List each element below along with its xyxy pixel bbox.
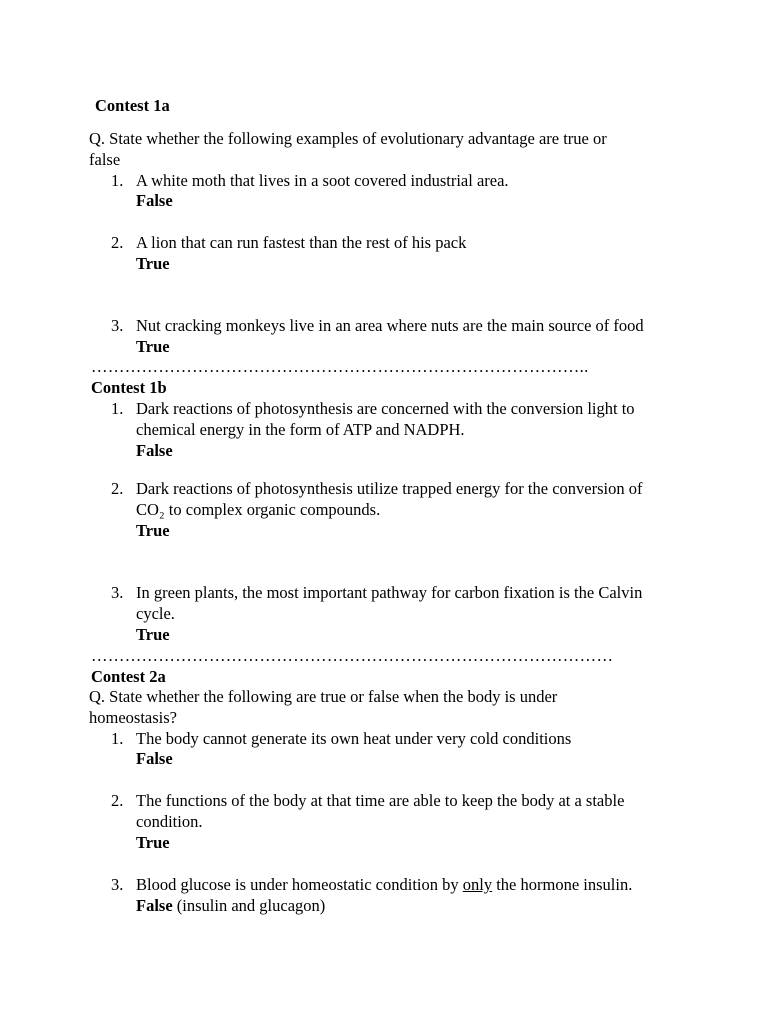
contest-1b-item-1-answer: False <box>136 441 173 460</box>
dotted-separator: ………………………………………………………………………………… <box>91 646 614 665</box>
contest-1b-item-1-line1: Dark reactions of photosynthesis are concerned with the conversion light to <box>136 399 635 418</box>
contest-1a-heading: Contest 1a <box>95 96 170 115</box>
list-item-number: 2. <box>111 791 124 810</box>
contest-2a-question-line1: Q. State whether the following are true or false when the body is under <box>89 687 558 706</box>
contest-1b-item-2-line1: Dark reactions of photosynthesis utilize trapped energy for the conversion of <box>136 479 643 498</box>
contest-1a-item-3-answer: True <box>136 337 170 356</box>
contest-2a-heading: Contest 2a <box>91 667 166 686</box>
contest-2a-item-3-text-post: the hormone insulin. <box>492 875 633 894</box>
contest-2a-item-3-answer-note: (insulin and glucagon) <box>172 896 326 915</box>
contest-1a-item-3-text: Nut cracking monkeys live in an area where nuts are the main source of food <box>136 316 644 335</box>
contest-1b-item-1-line2: chemical energy in the form of ATP and NADPH. <box>136 420 465 439</box>
list-item-number: 3. <box>111 875 124 894</box>
contest-1b-item-2-answer: True <box>136 521 170 540</box>
contest-2a-item-3-text <box>136 874 632 895</box>
list-item-number: 1. <box>111 171 124 190</box>
contest-1a-item-1-answer: False <box>136 191 173 210</box>
contest-2a-question-line2: homeostasis? <box>89 708 177 727</box>
contest-1a-question-line1: Q. State whether the following examples of evolutionary advantage are true or <box>89 129 607 148</box>
contest-2a-item-2-line2: condition. <box>136 812 203 831</box>
contest-1a-item-1-text: A white moth that lives in a soot covered industrial area. <box>136 171 509 190</box>
contest-2a-item-3-text-pre: Blood glucose is under homeostatic condition by <box>136 875 463 894</box>
contest-2a-item-1-text: The body cannot generate its own heat under very cold conditions <box>136 729 572 748</box>
contest-1a-question-line2: false <box>89 150 121 169</box>
contest-1b-item-3-line2: cycle. <box>136 604 175 623</box>
list-item-number: 3. <box>111 583 124 602</box>
dotted-separator: …………………………………………………………………………….. <box>91 357 589 376</box>
contest-2a-item-3-answer: False <box>136 896 173 915</box>
contest-1b-item-3-line1: In green plants, the most important pathway for carbon fixation is the Calvin <box>136 583 643 602</box>
contest-2a-item-3-answer-line <box>136 895 325 916</box>
contest-2a-item-2-line1: The functions of the body at that time are able to keep the body at a stable <box>136 791 625 810</box>
list-item-number: 1. <box>111 729 124 748</box>
contest-1a-item-2-text: A lion that can run fastest than the rest of his pack <box>136 233 467 252</box>
contest-2a-item-3-underlined-word: only <box>462 875 493 894</box>
list-item-number: 1. <box>111 399 124 418</box>
contest-1b-item-3-answer: True <box>136 625 170 644</box>
list-item-number: 2. <box>111 479 124 498</box>
contest-1b-item-2-line2: CO₂ to complex organic compounds. <box>136 500 381 519</box>
list-item-number: 3. <box>111 316 124 335</box>
contest-2a-item-2-answer: True <box>136 833 170 852</box>
contest-2a-item-1-answer: False <box>136 749 173 768</box>
contest-1a-item-2-answer: True <box>136 254 170 273</box>
contest-1b-heading: Contest 1b <box>91 378 167 397</box>
list-item-number: 2. <box>111 233 124 252</box>
